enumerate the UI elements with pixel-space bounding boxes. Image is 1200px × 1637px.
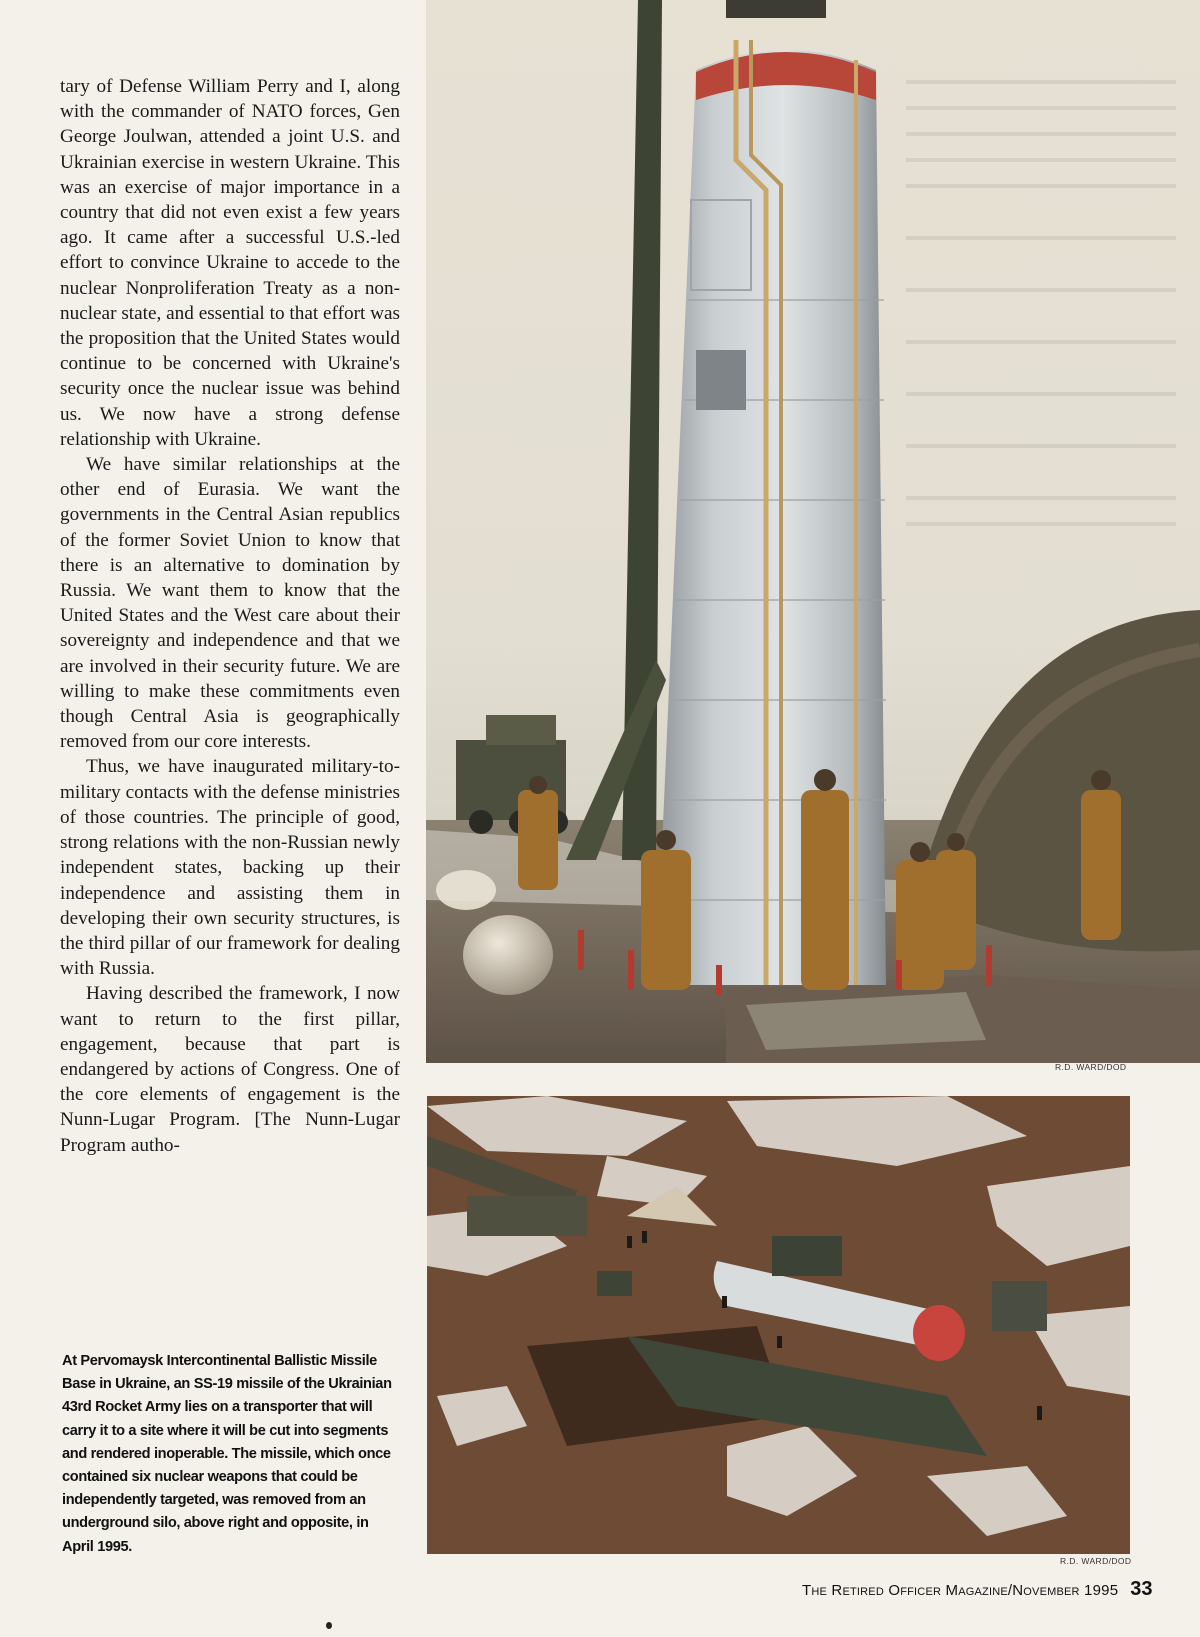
article-column <box>60 74 400 1158</box>
ink-dot <box>326 1622 332 1629</box>
top-photo-credit: R.D. WARD/DOD <box>1055 1062 1127 1072</box>
page-footer <box>802 1578 1152 1608</box>
article-paragraph-4: Having described the framework, I now want to return to the first pillar, engagement, because that part is endangered by actions of Congress. One of the core elements of engagement is the Nunn-Lugar Program. [The Nunn-Lugar Program autho- <box>60 983 400 1156</box>
silo-photo <box>426 0 1200 1063</box>
footer-publication: The Retired Officer Magazine/November 1995 <box>802 1582 1119 1599</box>
article-paragraph-3: Thus, we have inaugurated military-to-military contacts with the defense ministries of those countries. The principle of good, strong relations with the non-Russian newly independent states, backing up their independence and assisting them in developing their own security structures, is the third pillar of our framework for dealing with Russia. <box>60 756 400 980</box>
transporter-photo-illustration <box>427 1096 1130 1554</box>
bottom-photo-credit: R.D. WARD/DOD <box>1060 1556 1132 1566</box>
photo-caption: At Pervomaysk Intercontinental Ballistic Missile Base in Ukraine, an SS-19 missile of the Ukrainian 43rd Rocket Army lies on a transporter that will carry it to a site where it will be cut into segments and rendered inoperable. The missile, which once contained six nuclear weapons that could be independently targeted, was removed from an underground silo, above right and opposite, in April 1995. <box>62 1353 392 1555</box>
silo-photo-illustration <box>426 0 1200 1063</box>
show-through-lines <box>906 80 1176 526</box>
transporter-photo <box>427 1096 1130 1554</box>
article-paragraph-2: We have similar relationships at the other end of Eurasia. We want the governments in the Central Asian republics of the former Soviet Union to know that there is an alternative to domination by Russia. We want them to know that the United States and the West care about their sovereignty and independence and that we are involved in their security future. We are willing to make these commitments even though Central Asia is geographically removed from our core interests. <box>60 454 400 753</box>
article-paragraph-1: tary of Defense William Perry and I, along with the commander of NATO forces, Gen George Joulwan, attended a joint U.S. and Ukrainian exercise in western Ukraine. This was an exercise of major importance in a country that did not even exist a few years ago. It came after a successful U.S.-led effort to convince Ukraine to accede to the nuclear Nonproliferation Treaty as a non-nuclear state, and essential to that effort was the proposition that the United States would continue to be concerned with Ukraine's security once the nuclear issue was behind us. We now have a strong defense relationship with Ukraine. <box>60 76 400 450</box>
page-number: 33 <box>1130 1578 1153 1600</box>
